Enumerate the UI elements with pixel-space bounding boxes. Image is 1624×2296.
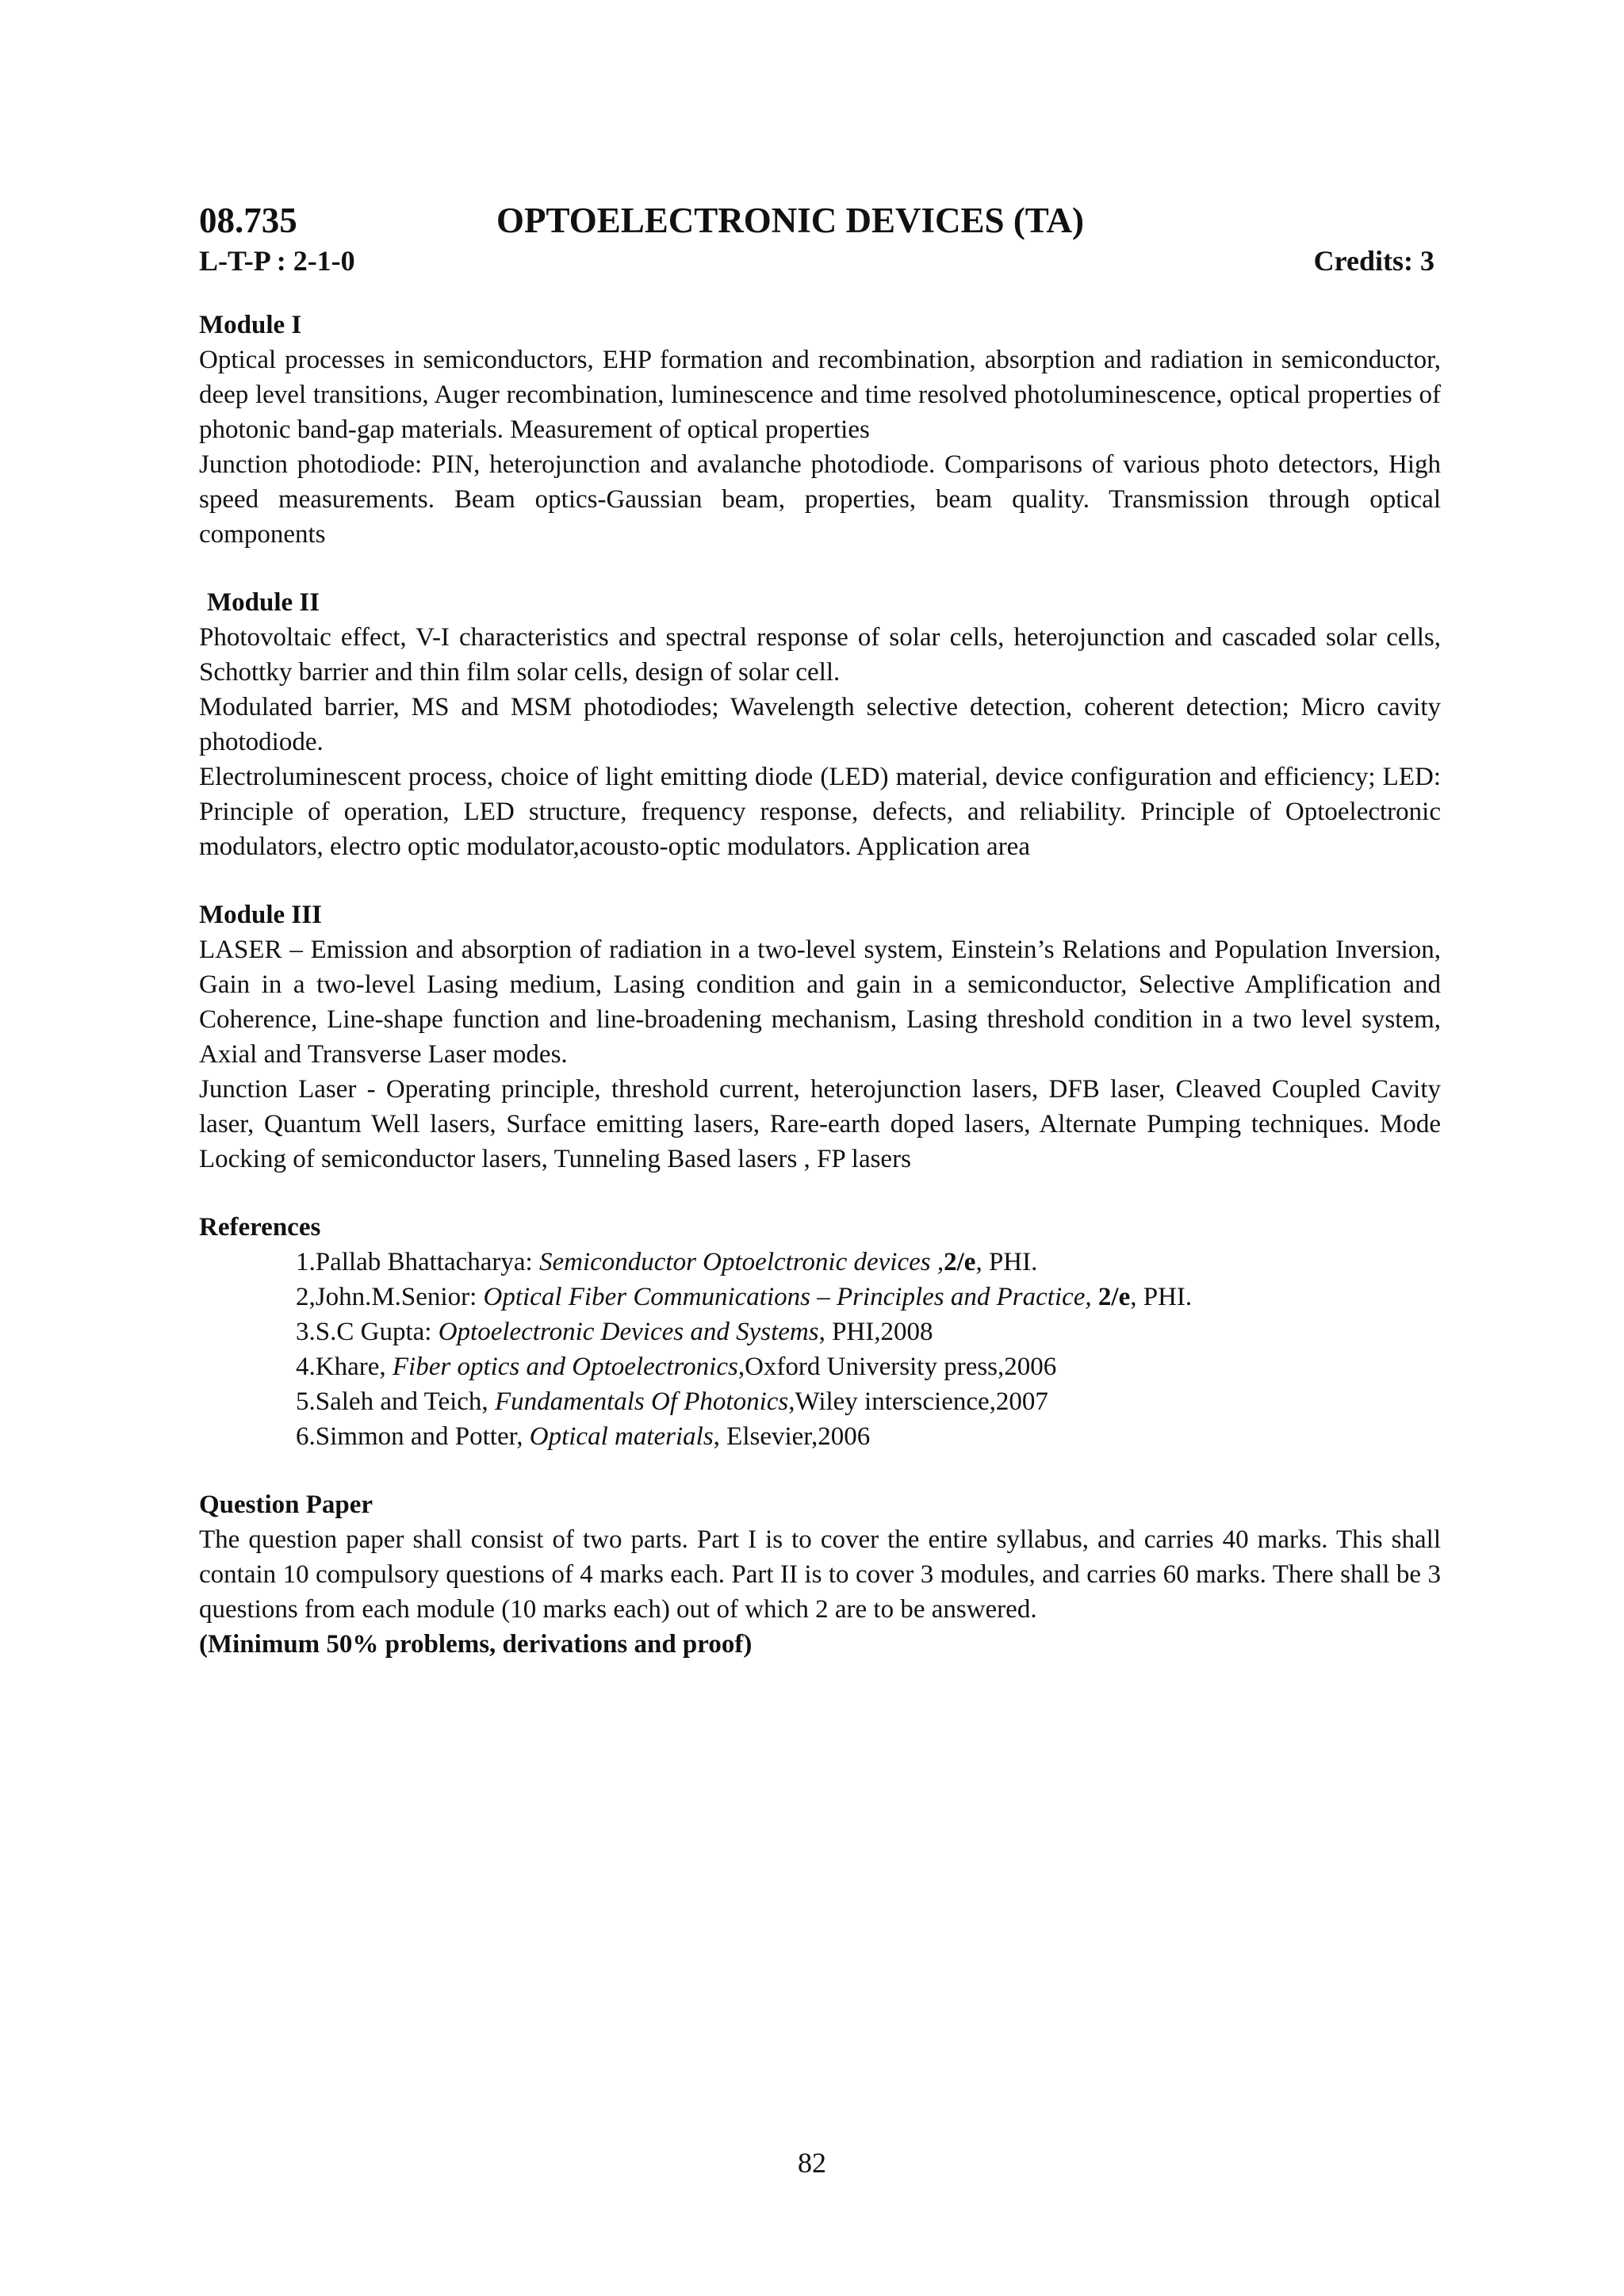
question-paper-note: (Minimum 50% problems, derivations and proof) xyxy=(199,1630,753,1659)
module-1-section xyxy=(199,308,1441,552)
reference-item: 5.Saleh and Teich, Fundamentals Of Photonics,Wiley interscience,2007 xyxy=(296,1387,1048,1416)
module-1-heading: Module I xyxy=(199,311,302,339)
module-2-paragraph: Photovoltaic effect, V-I characteristics and spectral response of solar cells, heterojunction and cascaded solar cells, Schottky barrier and thin film solar cells, design of solar cell. xyxy=(199,623,1441,687)
references-heading: References xyxy=(199,1213,321,1242)
course-title: OPTOELECTRONIC DEVICES (TA) xyxy=(496,201,1084,240)
module-3-paragraph: LASER – Emission and absorption of radiation in a two-level system, Einstein’s Relations and Population Inversion, Gain in a two-level Lasing medium, Lasing condition and gain in a semiconductor, Selective Amplification and Coherence, Line-shape function and line-broadening mechanism, Lasing threshold condition in a two level system, Axial and Transverse Laser modes. xyxy=(199,936,1441,1069)
page-number: 82 xyxy=(798,2147,826,2179)
module-3-section xyxy=(199,897,1441,1177)
module-2-section xyxy=(199,585,1441,864)
course-code: 08.735 xyxy=(199,201,297,240)
module-1-paragraph: Junction photodiode: PIN, heterojunction and avalanche photodiode. Comparisons of various photo detectors, High speed measurements. Beam optics-Gaussian beam, properties, beam quality. Transmission through optical components xyxy=(199,450,1441,549)
reference-item: 1.Pallab Bhattacharya: Semiconductor Optoelctronic devices ,2/e, PHI. xyxy=(296,1248,1038,1276)
question-paper-text: The question paper shall consist of two parts. Part I is to cover the entire syllabus, and carries 40 marks. This shall contain 10 compulsory questions of 4 marks each. Part II is to cover 3 modules, and carries 60 marks. There shall be 3 questions from each module (10 marks each) out of which 2 are to be answered. xyxy=(199,1525,1441,1624)
module-2-heading: Module II xyxy=(207,588,320,617)
reference-item: 3.S.C Gupta: Optoelectronic Devices and Systems, PHI,2008 xyxy=(296,1318,933,1346)
question-paper-section xyxy=(199,1487,1441,1662)
course-meta-row xyxy=(199,243,1441,279)
reference-item: 6.Simmon and Potter, Optical materials, Elsevier,2006 xyxy=(296,1422,871,1451)
ltp-label: L-T-P : 2-1-0 xyxy=(199,245,355,277)
reference-item: 4.Khare, Fiber optics and Optoelectronics,Oxford University press,2006 xyxy=(296,1353,1057,1381)
question-paper-heading: Question Paper xyxy=(199,1490,373,1519)
syllabus-page xyxy=(199,198,1441,1662)
module-2-paragraph: Electroluminescent process, choice of light emitting diode (LED) material, device configuration and efficiency; LED: Principle of operation, LED structure, frequency response, defects, and reliability. Principle of Optoelectronic modulators, electro optic modulator,acousto-optic modulators. Application area xyxy=(199,763,1441,861)
credits-label: Credits: 3 xyxy=(1313,245,1434,277)
module-2-paragraph: Modulated barrier, MS and MSM photodiodes; Wavelength selective detection, coherent detection; Micro cavity photodiode. xyxy=(199,693,1441,756)
module-1-paragraph: Optical processes in semiconductors, EHP formation and recombination, absorption and radiation in semiconductor, deep level transitions, Auger recombination, luminescence and time resolved photoluminescence, optical properties of photonic band-gap materials. Measurement of optical properties xyxy=(199,346,1441,444)
module-3-paragraph: Junction Laser - Operating principle, threshold current, heterojunction lasers, DFB laser, Cleaved Coupled Cavity laser, Quantum Well lasers, Surface emitting lasers, Rare-earth doped lasers, Alternate Pumping techniques. Mode Locking of semiconductor lasers, Tunneling Based lasers , FP lasers xyxy=(199,1075,1441,1173)
module-3-heading: Module III xyxy=(199,901,322,929)
course-title-row xyxy=(199,198,1441,243)
references-list xyxy=(199,1245,1441,1454)
references-section xyxy=(199,1210,1441,1454)
reference-item: 2,John.M.Senior: Optical Fiber Communications – Principles and Practice, 2/e, PHI. xyxy=(296,1283,1193,1311)
